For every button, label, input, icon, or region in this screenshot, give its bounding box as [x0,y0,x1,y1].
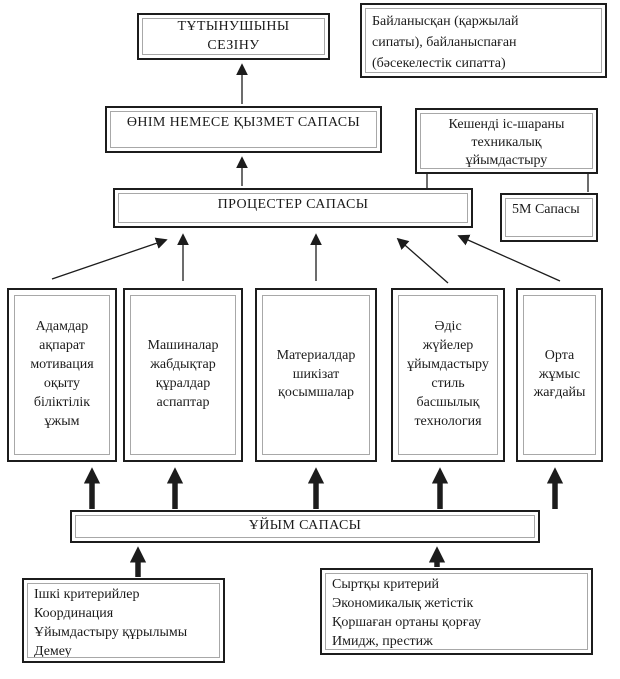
product-quality-label: ӨНІМ НЕМЕСЕ ҚЫЗМЕТ САПАСЫ [110,111,377,148]
factor-environment-label: Орта жұмыс жағдайы [523,295,596,455]
factor-materials-label: Материалдар шикізат қосымшалар [262,295,370,455]
links-note-label: Байланысқан (қаржылай сипаты), байланыспаған (бәсекелестік сипатта) [365,8,602,73]
factor-box-methods [391,288,505,462]
factor-box-environment [516,288,603,462]
complex-measures-label: Кешенді іс-шараны техникалық ұйымдастыру [420,113,593,169]
internal-criteria-label: Ішкі критерийлер Координация Ұйымдастыру құрылымы Демеу [27,583,220,658]
arrow-methods-to-process [398,239,448,283]
factor-methods-label: Әдіс жүйелер ұйымдастыру стиль басшылық технология [398,295,498,455]
consumer-box [137,13,330,60]
internal-criteria-box [22,578,225,663]
factor-box-people [7,288,117,462]
factor-box-materials [255,288,377,462]
organization-quality-box [70,510,540,543]
5m-quality-label: 5М Сапасы [505,198,593,237]
external-criteria-label: Сыртқы критерий Экономикалық жетістік Қоршаған ортаны қорғау Имидж, престиж [325,573,588,650]
factor-box-machines [123,288,243,462]
complex-measures-box [415,108,598,174]
product-quality-box [105,106,382,153]
process-quality-box [113,188,473,228]
external-criteria-box [320,568,593,655]
process-quality-label: ПРОЦЕСТЕР САПАСЫ [118,193,468,223]
arrow-people-to-process [52,240,166,279]
factor-people-label: Адамдар ақпарат мотивация оқыту біліктілік ұжым [14,295,110,455]
factor-machines-label: Машиналар жабдықтар құралдар аспаптар [130,295,236,455]
arrow-environment-to-process [459,236,560,281]
5m-quality-box [500,193,598,242]
consumer-label: ТҰТЫНУШЫНЫ СЕЗІНУ [142,18,325,55]
organization-quality-label: ҰЙЫМ САПАСЫ [75,515,535,538]
links-note-box [360,3,607,78]
